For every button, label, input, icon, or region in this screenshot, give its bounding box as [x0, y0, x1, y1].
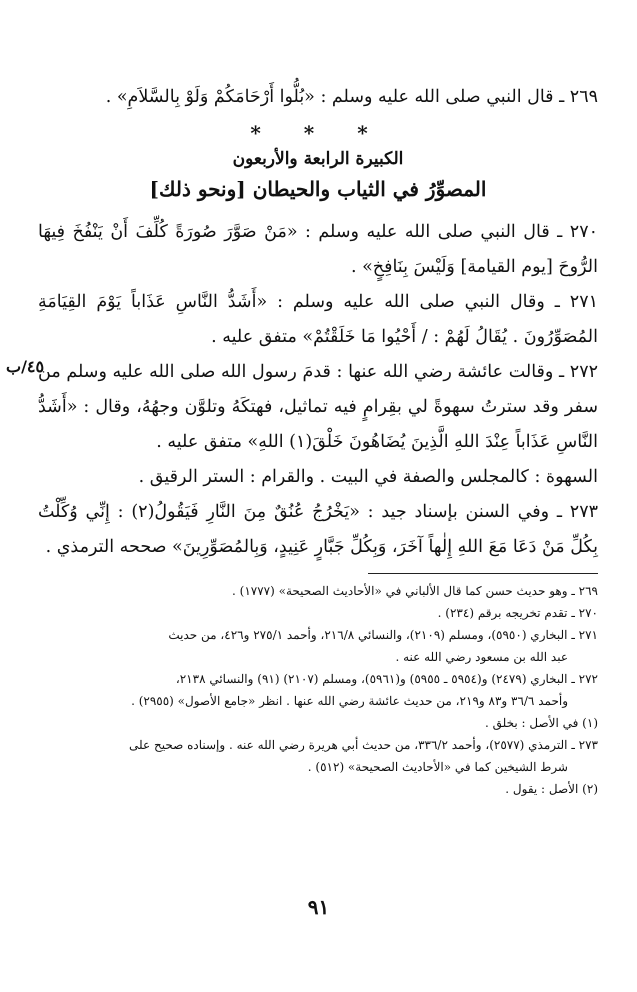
- main-text: [38, 80, 598, 800]
- chapter-subtitle: المصوِّرُ في الثياب والحيطان [ونحو ذلك]: [149, 177, 487, 201]
- footnote-271-cont: عبد الله بن مسعود رضي الله عنه .: [395, 650, 568, 664]
- hadith-272: ٢٧٢ ـ وقالت عائشة رضي الله عنها : قدمَ رسول الله صلى الله عليه وسلم من سفر وقد سترتُ سهوةً لي بقِرامٍ فيه تماثيل، فهتكَهُ وتلوَّن وجهُهُ، وقال : «أَشَدُّ النَّاسِ عَذَاباً عِنْدَ اللهِ الَّذِينَ يُضَاهُونَ خَلْقَ(١) اللهِ» متفق عليه .: [38, 362, 598, 452]
- hadith-273: ٢٧٣ ـ وفي السنن بإسناد جيد : «يَخْرُجُ عُنُقٌ مِنَ النَّارِ فَيَقُولُ(٢) : إِنِّي وُكِّلْتُ بِكُلِّ مَنْ دَعَا مَعَ اللهِ إِلٰهاً آخَرَ، وَبِكُلِّ جَبَّارٍ عَنِيدٍ، وَبِالمُصَوِّرِينَ» صححه الترمذي .: [38, 502, 598, 557]
- footnote-272: ٢٧٢ ـ البخاري (٢٤٧٩) و(٥٩٥٤ ـ ٥٩٥٥) و(٥٩٦١)، ومسلم (٢١٠٧) (٩١) والنسائي ٢١٣٨،: [175, 672, 598, 686]
- note-2: (٢) الأصل : يقول .: [505, 782, 598, 796]
- note-1: (١) في الأصل : بخلق .: [484, 716, 598, 730]
- footnote-divider: [368, 573, 598, 574]
- manuscript-folio-mark: ٤٥/ب: [6, 357, 45, 376]
- hadith-269: ٢٦٩ ـ قال النبي صلى الله عليه وسلم : «بُلُّوا أَرْحَامَكُمْ وَلَوْ بِالسَّلاَمِ» .: [105, 87, 598, 107]
- gloss-272: السهوة : كالمجلس والصفة في البيت . والقرام : الستر الرقيق .: [138, 467, 598, 487]
- footnotes: [38, 580, 598, 800]
- page-number: ٩١: [307, 895, 330, 919]
- hadith-270: ٢٧٠ ـ قال النبي صلى الله عليه وسلم : «مَنْ صَوَّرَ صُورَةً كُلِّفَ أَنْ يَنْفُخَ فِيهَا الرُّوحَ [يوم القيامة] وَلَيْسَ بِنَافِخٍ» .: [38, 222, 598, 277]
- footnote-273: ٢٧٣ ـ الترمذي (٢٥٧٧)، وأحمد ٣٣٦/٢، من حديث أبي هريرة رضي الله عنه . وإسناده صحيح على: [129, 738, 598, 752]
- hadith-271: ٢٧١ ـ وقال النبي صلى الله عليه وسلم : «أَشَدُّ النَّاسِ عَذَاباً يَوْمَ القِيَامَةِ المُصَوِّرُونَ . يُقَالُ لَهُمْ : / أَحْيُوا مَا خَلَقْتُمْ» متفق عليه .: [38, 292, 598, 347]
- footnote-272-cont: وأحمد ٣٦/٦ و٨٣ و٢١٩، من حديث عائشة رضي الله عنها . انظر «جامع الأصول» (٢٩٥٥) .: [131, 694, 568, 708]
- footnote-269: ٢٦٩ ـ وهو حديث حسن كما قال الألباني في «الأحاديث الصحيحة» (١٧٧٧) .: [232, 584, 598, 598]
- footnote-270: ٢٧٠ ـ تقدم تخريجه برقم (٢٣٤) .: [437, 606, 598, 620]
- footnote-271: ٢٧١ ـ البخاري (٥٩٥٠)، ومسلم (٢١٠٩)، والنسائي ٢١٦/٨، وأحمد ٢٧٥/١ و٤٢٦، من حديث: [168, 628, 598, 642]
- footnote-273-cont: شرط الشيخين كما في «الأحاديث الصحيحة» (٥١٢) .: [307, 760, 568, 774]
- chapter-title: الكبيرة الرابعة والأربعون: [232, 149, 404, 169]
- section-separator-stars: * * *: [250, 121, 386, 145]
